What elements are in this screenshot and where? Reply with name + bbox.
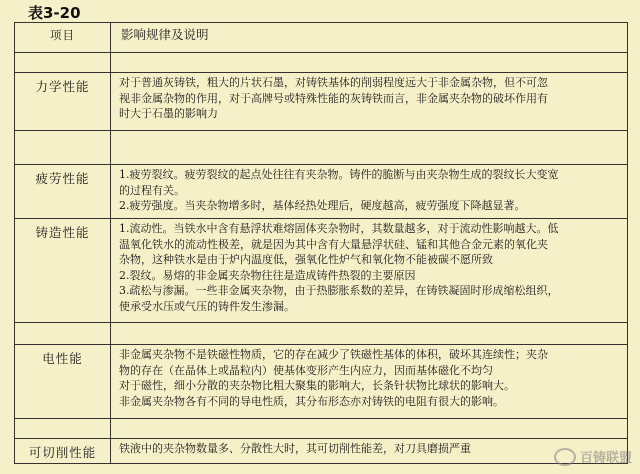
content-line: 2.疲劳强度。当夹杂物增多时，基体经热处理后，硬度越高，疲劳强度下降越显著。 xyxy=(119,199,526,212)
row-label: 可切削性能 xyxy=(15,439,111,464)
content-line: 1.疲劳裂纹。疲劳裂纹的起点处往往有夹杂物。铸件的脆断与由夹杂物生成的裂纹长大变宽 xyxy=(119,168,559,181)
row-content xyxy=(111,345,628,419)
properties-table xyxy=(14,22,628,464)
header-description: 影响规律及说明 xyxy=(111,23,628,53)
spacer-row xyxy=(15,53,628,73)
content-line: 对于磁性，细小分散的夹杂物比粗大聚集的影响大，长条针状物比球状的影响大。 xyxy=(119,379,515,392)
table-row-electrical xyxy=(15,345,628,419)
content-line: 杂物，这种铁水是由于炉内温度低，强氧化性炉气和氧化物不能被碳不愿所致 xyxy=(119,253,493,266)
row-content xyxy=(111,73,628,131)
wechat-icon xyxy=(554,448,576,466)
table-title: 表3-20 xyxy=(28,4,81,22)
table-header-row xyxy=(15,23,628,53)
spacer-row xyxy=(15,419,628,439)
content-line: 视非金属杂物的作用，对于高牌号或特殊性能的灰铸铁而言，非金属夹杂物的破坏作用有 xyxy=(119,91,548,105)
table-row-casting xyxy=(15,219,628,323)
table-row-fatigue xyxy=(15,165,628,219)
content-line: 时大于石墨的影响力 xyxy=(119,107,218,120)
content-line: 3.疏松与渗漏。一些非金属夹杂物，由于热膨胀系数的差异，在铸铁凝固时形成缩松组织， xyxy=(119,284,559,297)
row-content xyxy=(111,219,628,323)
spacer-row xyxy=(15,323,628,345)
header-item: 项目 xyxy=(15,23,111,53)
content-line: 非金属夹杂物不是铁磁性物质，它的存在减少了铁磁性基体的体积，破坏其连续性；夹杂 xyxy=(119,348,548,361)
row-label: 电性能 xyxy=(15,345,111,419)
content-line: 物的存在（在晶体上或晶粒内）使基体变形产生内应力，因而基体磁化不均匀 xyxy=(119,363,493,377)
content-line: 非金属夹杂物各有不同的导电性质，其分布形态亦对铸铁的电阻有很大的影响。 xyxy=(119,394,504,408)
row-content xyxy=(111,165,628,219)
row-label: 疲劳性能 xyxy=(15,165,111,219)
content-line: 使承受水压或气压的铸件发生渗漏。 xyxy=(119,299,295,313)
content-line: 铁液中的夹杂物数量多、分散性大时，其可切削性能差，对刀具磨损严重 xyxy=(119,442,471,455)
spacer-row xyxy=(15,131,628,165)
table-row-machinability xyxy=(15,439,628,464)
content-line: 的过程有关。 xyxy=(119,183,185,197)
row-label: 铸造性能 xyxy=(15,219,111,323)
content-line: 对于普通灰铸铁，粗大的片状石墨，对铸铁基体的削弱程度远大于非金属杂物，但不可忽 xyxy=(119,76,548,89)
watermark-text: 百铸联盟 xyxy=(579,451,632,466)
content-line: 1.流动性。当铁水中含有悬浮状难熔固体夹杂物时，其数量越多，对于流动性影响越大。低 xyxy=(119,222,559,235)
content-line: 2.裂纹。易熔的非金属夹杂物往往是造成铸件热裂的主要原因 xyxy=(119,268,416,282)
content-line: 温氧化铁水的流动性极差，就是因为其中含有大量悬浮状硅、锰和其他合金元素的氧化夹 xyxy=(119,237,548,251)
row-label: 力学性能 xyxy=(15,73,111,131)
table-row-mechanical xyxy=(15,73,628,131)
watermark xyxy=(554,447,632,466)
row-content xyxy=(111,439,628,464)
